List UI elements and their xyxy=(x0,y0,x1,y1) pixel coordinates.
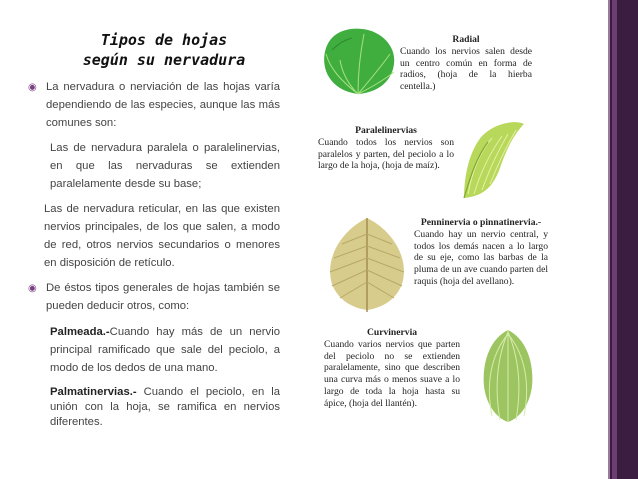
curvinervia-title: Curvinervia xyxy=(366,327,418,338)
bullet-intro-text: La nervadura o nerviación de las hojas varía dependiendo de las especies, aunque las más comunes son: xyxy=(46,81,280,129)
penninervia-leaf-image xyxy=(322,214,412,314)
radial-text: Cuando los nervios salen desde un centro común en forma de radios, (hoja de la hierba centella.) xyxy=(400,45,532,93)
paralelinervias-title: Paralelinervias xyxy=(355,125,417,136)
palmatinervias-term: Palmatinervias.- xyxy=(50,386,137,398)
para-reticular: Las de nervadura reticular, en las que existen nervios principales, de los que salen, a modo de red, otros nervios secundarios o menores en disposición de retículo. xyxy=(44,203,280,269)
title-line-2: según su nervadura xyxy=(82,51,246,69)
bullet-derived-text: De éstos tipos generales de hojas también se pueden deducir otros, como: xyxy=(46,282,280,312)
page-title xyxy=(44,30,284,70)
paralelinervias-description xyxy=(318,125,454,172)
palmeada-text: Cuando hay más de un nervio principal ramificado que sale del peciolo, a modo de los dedos de una mano. xyxy=(50,326,280,374)
bullet-intro xyxy=(28,78,280,132)
bullet-icon: ◉ xyxy=(28,82,37,93)
curvinervia-leaf-image xyxy=(478,326,538,424)
palmatinervias-text: Cuando el peciolo, en la unión con la hoja, se ramifica en nervios diferentes. xyxy=(50,386,280,428)
radial-title: Radial xyxy=(452,34,480,45)
palmeada-term: Palmeada.- xyxy=(50,326,110,338)
stripe-inner xyxy=(612,0,617,479)
curvinervia-text: Cuando varios nervios que parten del peciolo no se extienden paralelamente, sino que describen una curva más o menos suave a lo largo de toda la hoja hasta su ápice, (hoja del llantén). xyxy=(324,338,460,409)
left-column xyxy=(28,78,280,430)
bullet-derived xyxy=(28,279,280,315)
radial-description xyxy=(400,34,532,93)
radial-leaf-image xyxy=(318,24,398,96)
bullet-icon: ◉ xyxy=(28,283,37,294)
paralelinervias-text: Cuando todos los nervios son paralelos y parten, del peciolo a lo largo de la hoja, (hoja de maíz). xyxy=(318,136,454,172)
para-palmeada xyxy=(28,323,280,377)
decorative-stripe xyxy=(608,0,638,479)
stripe-edge xyxy=(608,0,610,479)
penninervia-text: Cuando hay un nervio central, y todos los demás nacen a lo largo de su eje, como las barbas de la pluma de un ave cuando parten del raquis (hoja del avellano). xyxy=(414,228,548,287)
curvinervia-description xyxy=(324,327,460,410)
penninervia-description xyxy=(414,217,548,288)
penninervia-title: Penninervia o pinnatinervia.- xyxy=(420,217,542,228)
title-line-1: Tipos de hojas xyxy=(100,31,228,49)
para-palmatinervias xyxy=(28,385,280,430)
para-paralelinervias: Las de nervadura paralela o paralelinervias, en que las nervaduras se extienden paralelamente desde su base; xyxy=(50,142,280,190)
paralelinervias-leaf-image xyxy=(458,118,528,200)
